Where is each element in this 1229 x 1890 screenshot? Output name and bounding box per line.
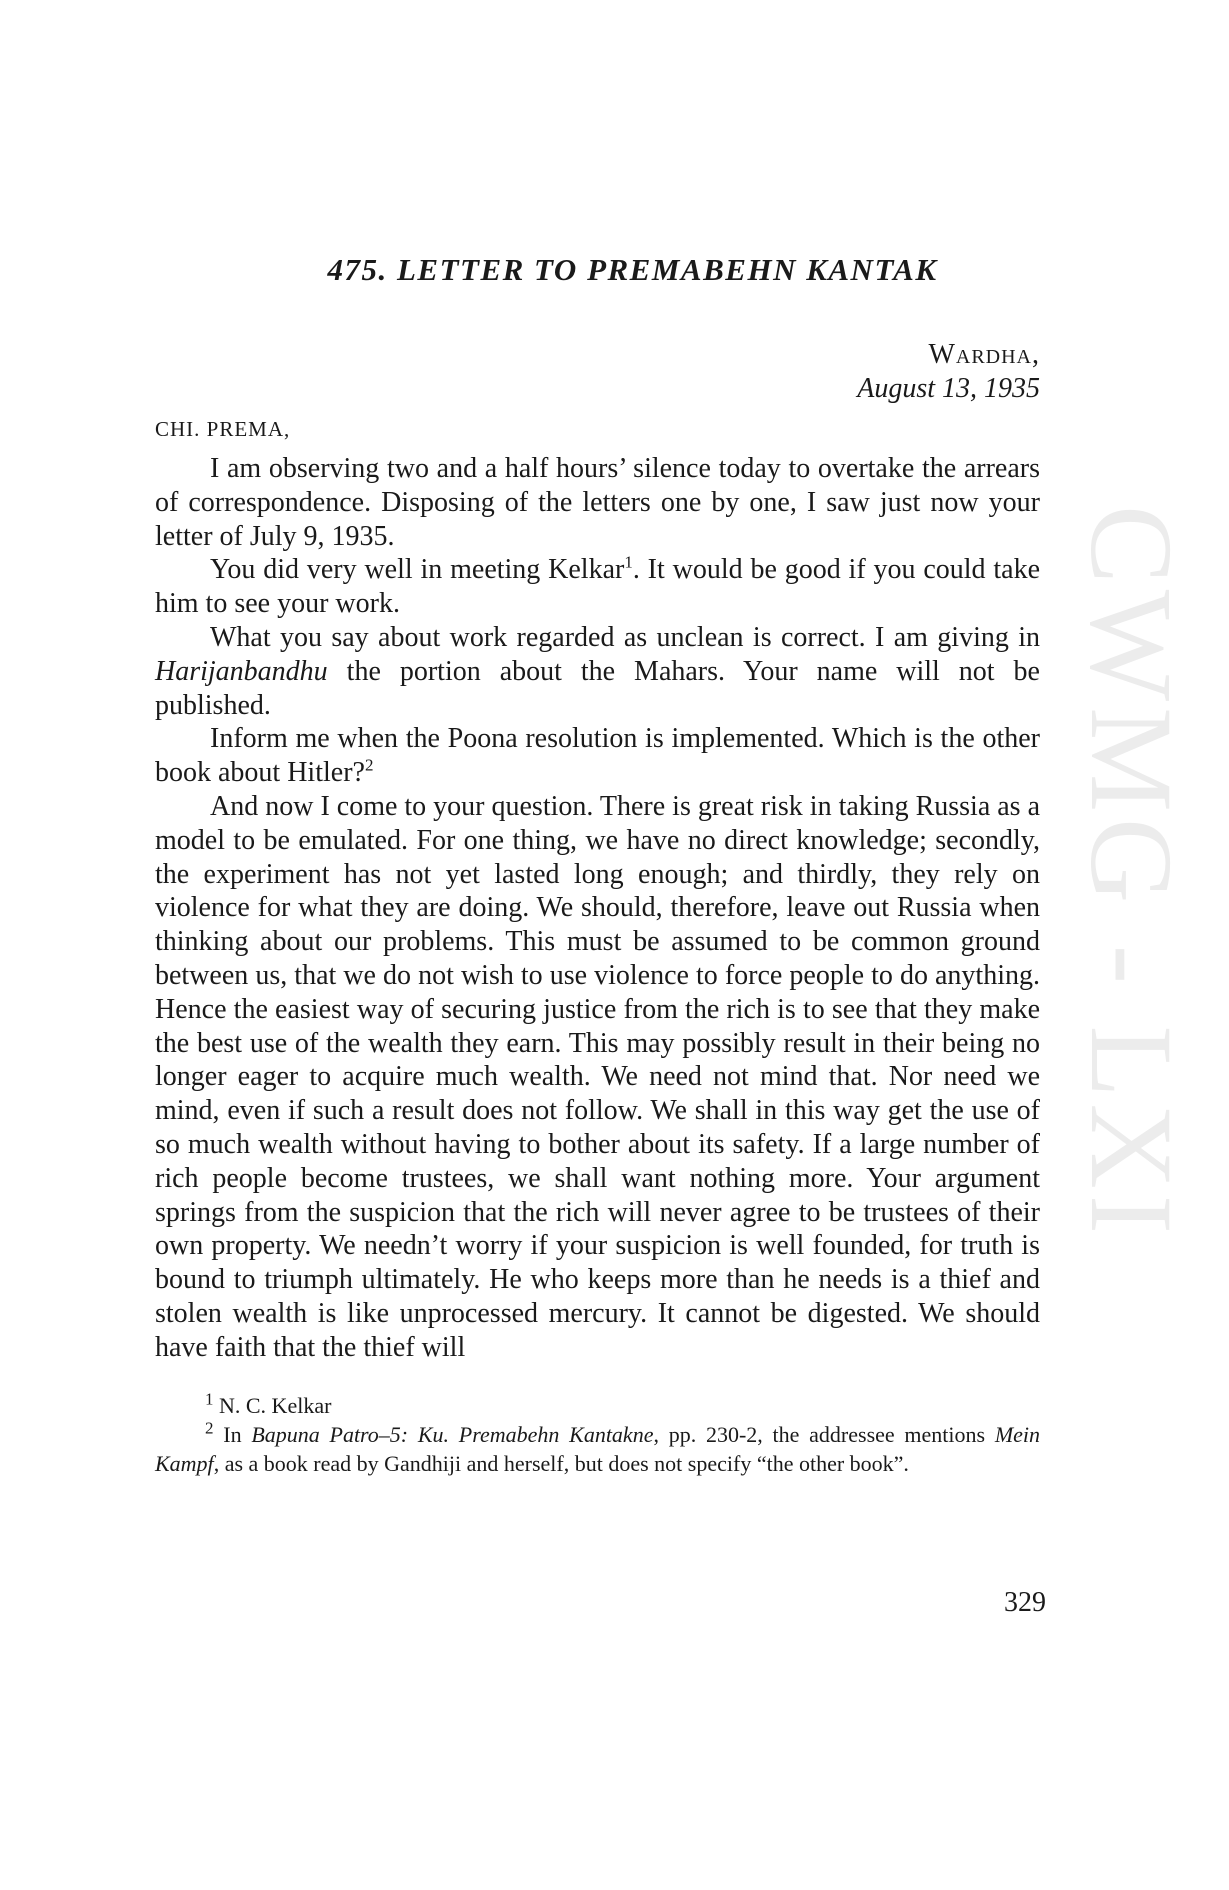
book-title: Mein Kampf (155, 1421, 1041, 1476)
dateline-date: August 13, 1935 (857, 373, 1040, 404)
book-title: Bapuna Patro–5: Ku. Premabehn Kantakne (251, 1421, 654, 1447)
paragraph-4 (155, 722, 1040, 790)
paragraph-text: What you say about work regarded as unclean is correct. I am giving in (210, 621, 1040, 653)
footnote-number: 2 (205, 1418, 214, 1438)
paragraph-1 (155, 452, 1040, 553)
paragraph-text: . It would be good if you could take him to see your work. (155, 554, 1040, 620)
paragraph-text: the portion about the Mahars. Your name will not be published. (155, 655, 1040, 721)
publication-title: Harijanbandhu (155, 655, 328, 687)
dateline-place: Wardha, (928, 339, 1040, 370)
paragraph-2 (155, 553, 1040, 621)
footnote-number: 1 (205, 1389, 214, 1409)
page-number: 329 (1004, 1587, 1046, 1618)
paragraph-text: I am observing two and a half hours’ silence today to overtake the arrears of correspondence. Disposing of the letters one by one, I saw just now your letter of July 9, 1935. (155, 453, 1040, 552)
footnotes (155, 1391, 1040, 1478)
footnote-1 (155, 1391, 1040, 1420)
paragraph-text: And now I come to your question. There is great risk in taking Russia as a model to be emulated. For one thing, we have no direct knowledge; secondly, the experiment has not yet lasted long enough; and thirdly, they rely on violence for what they are doing. We should, therefore, leave out Russia when thinking about our problems. This must be assumed to be common ground between us, that we do not wish to use violence to force people to do anything. Hence the easiest way of securing justice from the rich is to see that they make the best use of the wealth they earn. This may possibly result in their being no longer eager to acquire much wealth. We need not mind that. Nor need we mind, even if such a result does not follow. We shall in this way get the use of so much wealth without having to bother about its safety. If a large number of rich people become trustees, we shall want nothing more. Your argument springs from the suspicion that the rich will never agree to be trustees of their own property. We needn’t worry if your suspicion is well founded, for truth is bound to triumph ultimately. He who keeps more than he needs is a thief and stolen wealth is like unprocessed mercury. It cannot be digested. We should have faith that the thief will (155, 790, 1040, 1363)
paragraph-text: You did very well in meeting Kelkar (210, 554, 625, 586)
paragraph-3 (155, 621, 1040, 722)
footnote-2 (155, 1420, 1040, 1478)
watermark: CWMG - LXI (1066, 505, 1197, 1241)
footnote-text: , pp. 230-2, the addressee mentions (653, 1421, 995, 1447)
footnote-ref-1[interactable]: 1 (624, 553, 633, 573)
footnote-text: , as a book read by Gandhiji and herself, but does not specify “the other book”. (213, 1450, 909, 1476)
paragraph-text: Inform me when the Poona resolution is implemented. Which is the other book about Hitler? (155, 723, 1040, 789)
footnote-ref-2[interactable]: 2 (364, 755, 374, 775)
salutation: CHI. PREMA, (155, 417, 291, 441)
footnote-text: N. C. Kelkar (219, 1392, 332, 1418)
letter-title: 475. LETTER TO PREMABEHN KANTAK (327, 252, 938, 287)
paragraph-5 (155, 790, 1040, 1365)
page-content (155, 250, 1040, 1478)
footnote-text: In (223, 1421, 252, 1447)
